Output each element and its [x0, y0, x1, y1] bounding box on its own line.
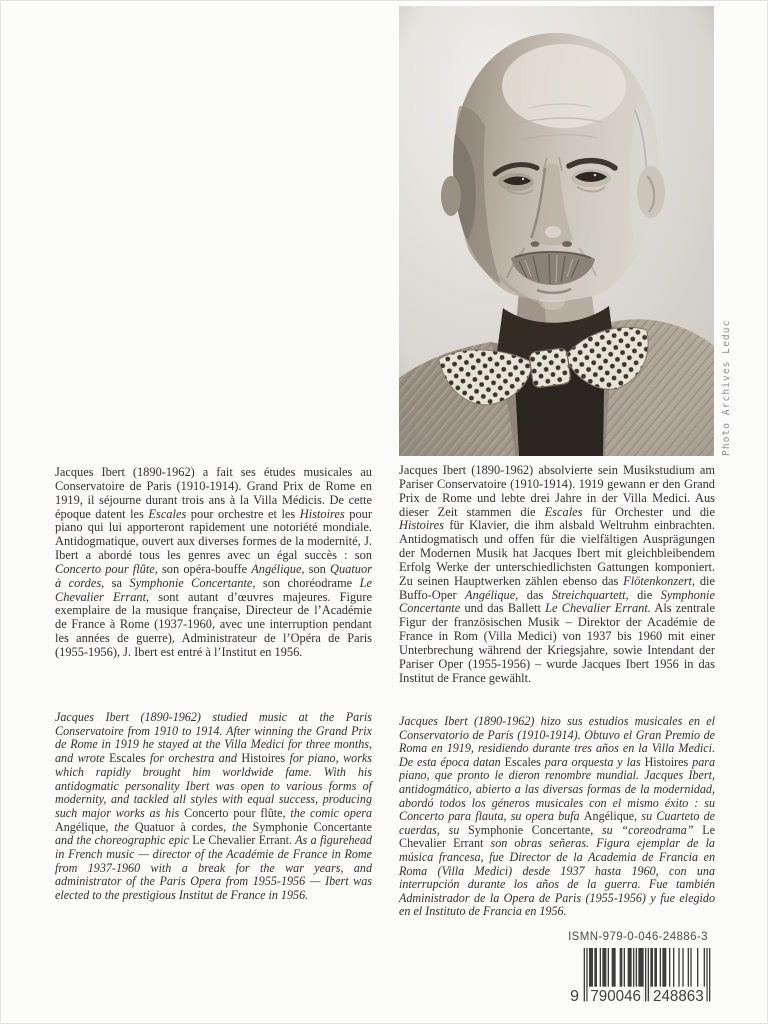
- barcode-digits: 248863: [653, 987, 704, 1004]
- bio-text-spanish: Jacques Ibert (1890-1962) hizo sus estudios musicales en el Conservatorio de París (1910-1914). Obtuvo el Gran Premio de Roma en 1919, residiendo durante tres años en la Villa Medici. De esta época datan Escales para orquesta y las Histoires para piano, que pronto le dieron renombre mundial. Jacques Ibert, antidogmático, abierto a las diversas formas de la modernidad, abordó todos los géneros musicales con el mismo éxito : su Concerto para flauta, su opera bufa Angélique, su Cuarteto de cuerdas, su Symphonie Concertante, su “coreodrama” Le Chevalier Errant son obras señeras. Figura ejemplar de la música francesa, fue Director de la Academia de Francia en Roma (Villa Medici) desde 1937 hasta 1960, con una interrupción durante los años de la guerra. Fue también Administrador de la Opera de Paris (1955-1956) y fue elegido en el Instituto de Francia en 1956.: [399, 714, 715, 919]
- ismn-label: ISMN-979-0-046-24886-3: [568, 931, 708, 943]
- bio-text-german: Jacques Ibert (1890-1962) absolvierte sein Musikstudium am Pariser Conservatoire (1910-1914). 1919 gewann er den Grand Prix de Rome und lebte drei Jahre in der Villa Medici. Aus dieser Zeit stammen die Escales für Orchester und die Histoires für Klavier, die ihm alsbald Weltruhm einbrachten. Antidogmatisch und offen für die vielfältigen Ausprägungen der Modernen Musik hat Jacques Ibert mit gleichbleibendem Erfolg Werke der unterschiedlichsten Gattungen komponiert. Zu seinen Hauptwerken zählen ebenso das Flötenkonzert, die Buffo-Oper Angélique, das Streichquartett, die Symphonie Concertante und das Ballett Le Chevalier Errant. Als zentrale Figur der französischen Musik – Direktor der Académie de France in Rom (Villa Medici) von 1937 bis 1960 mit einer Unterbrechung während der Kriegsjahre, sowie Intendant der Pariser Oper (1955-1956) – wurde Jacques Ibert 1956 in das Institut de France gewählt.: [399, 463, 716, 685]
- bio-text-english: Jacques Ibert (1890-1962) studied music at the Paris Conservatoire from 1910 to 1914. After winning the Grand Prix de Rome in 1919 he stayed at the Villa Medici for three months, and wrote Escales for orchestra and Histoires for piano, works which rapidly brought him worldwide fame. With his antidogmatic personality Ibert was open to various forms of modernity, and tackled all styles with equal success, producing such major works as his Concerto pour flûte, the comic opera Angélique, the Quatuor à cordes, the Symphonie Concertante and the choreographic epic Le Chevalier Errant. As a figurehead in French music — director of the Académie de France in Rome from 1937-1960 with a break for the war years, and administrator of the Paris Opera from 1955-1956 — Ibert was elected to the prestigious Institut de France in 1956.: [55, 710, 372, 903]
- barcode-digits: 790046: [590, 987, 642, 1004]
- barcode-digits: 9: [570, 987, 579, 1004]
- ean-barcode: [570, 948, 712, 1009]
- photo-vignette: [399, 6, 714, 456]
- portrait-photo: [399, 6, 714, 456]
- portrait-illustration: [399, 6, 714, 456]
- bio-text-french: Jacques Ibert (1890-1962) a fait ses études musicales au Conservatoire de Paris (1910-1914). Grand Prix de Rome en 1919, il séjourne durant trois ans à la Villa Médicis. De cette époque datent les Escales pour orchestre et les Histoires pour piano qui lui apporteront rapidement une notoriété mondiale. Antidogmatique, ouvert aux diverses formes de la modernité, J. Ibert a abordé tous les genres avec un égal succès : son Concerto pour flûte, son opéra-bouffe Angélique, son Quatuor à cordes, sa Symphonie Concertante, son choréodrame Le Chevalier Errant, sont autant d’œuvres majeures. Figure exemplaire de la musique française, Directeur de l’Académie de France à Rome (1937-1960, avec une interruption pendant les années de guerre), Administrateur de l’Opéra de Paris (1955-1956), J. Ibert est entré à l’Institut en 1956.: [55, 465, 372, 659]
- ean-barcode-svg: [570, 948, 712, 1004]
- photo-credit: Photo Archives Leduc: [721, 319, 732, 456]
